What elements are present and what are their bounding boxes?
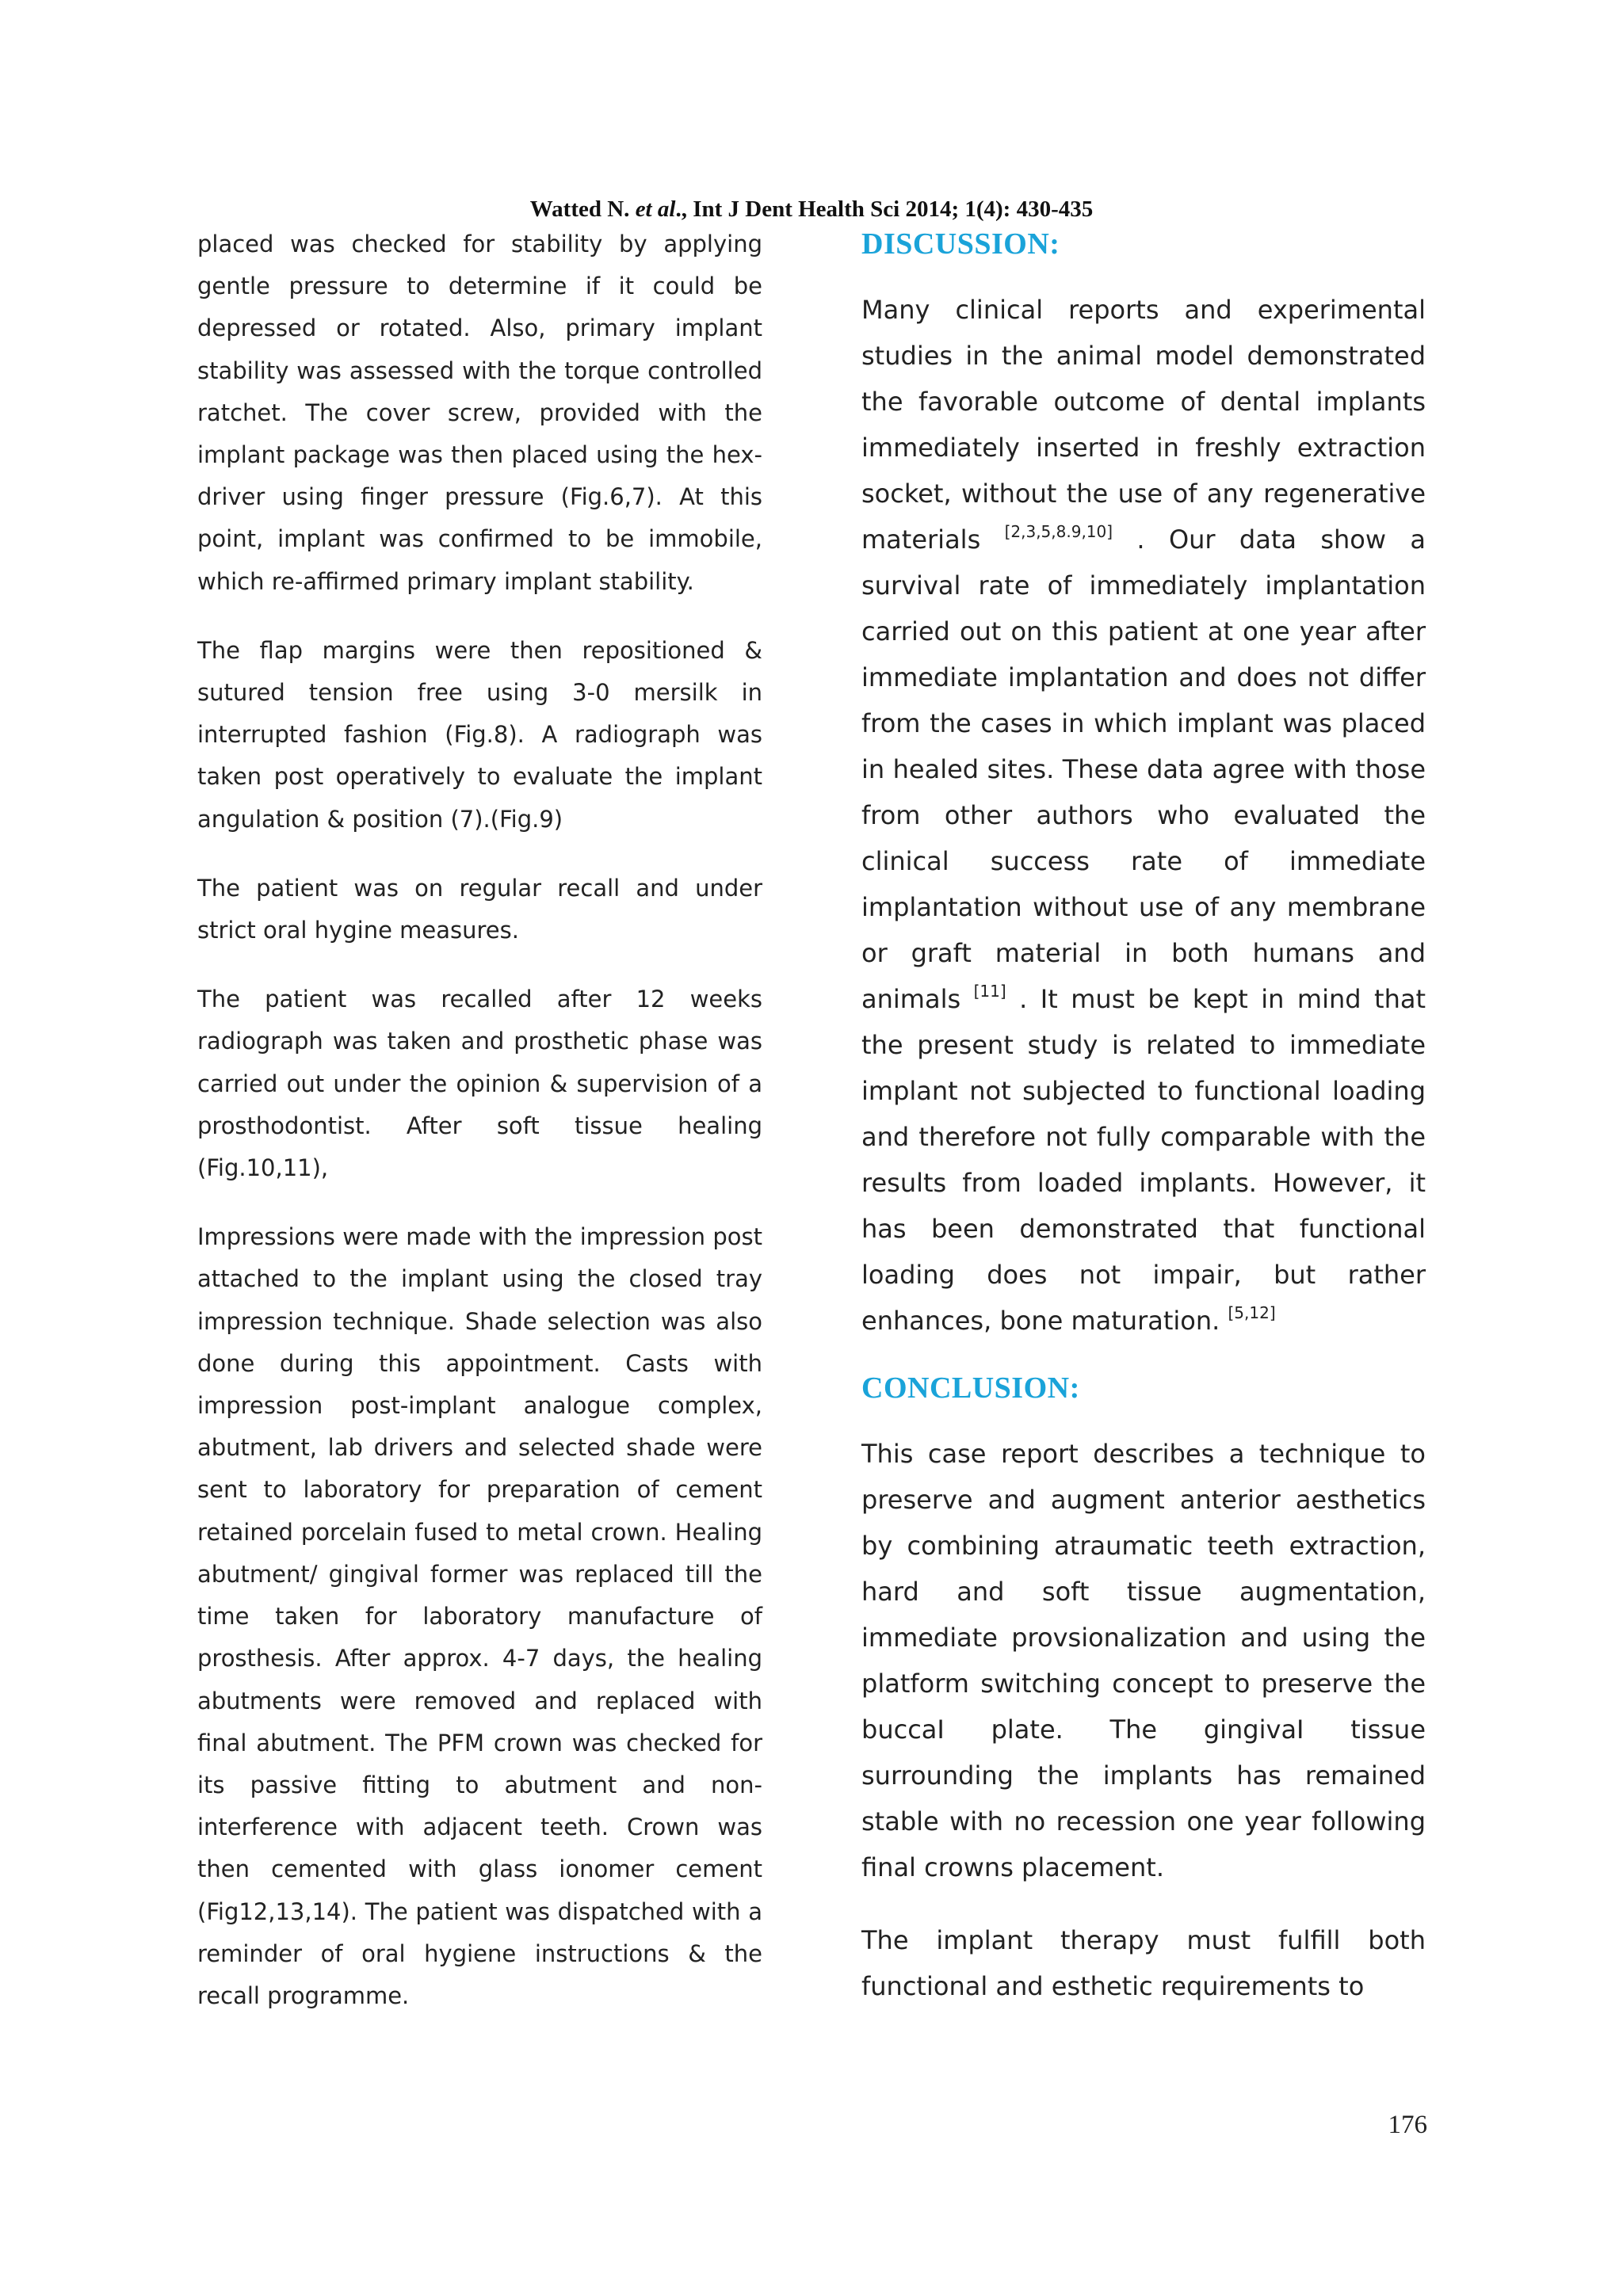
page-number: 176 xyxy=(1388,2111,1427,2139)
left-paragraph-3: The patient was on regular recall and under strict oral hygine measures. xyxy=(197,874,762,944)
discussion-text-a: Many clinical reports and experimental studies in the animal model demonstrated the favorable outcome of dental implants immediately inserted in freshly extraction socket, without the use of any regenerative materials xyxy=(861,295,1426,555)
header-authors: Watted N. xyxy=(529,196,630,222)
right-column xyxy=(861,223,1426,2009)
left-paragraph-4: The patient was recalled after 12 weeks radiograph was taken and prosthetic phase was carried out under the opinion & supervision of a prosthodontist. After soft tissue healing (Fig.10,11), xyxy=(197,986,762,1182)
left-paragraph-1: placed was checked for stability by applying gentle pressure to determine if it could be depressed or rotated. Also, primary implant stability was assessed with the torque controlled ratchet. The cover screw, provided with the implant package was then placed using the hex-driver using finger pressure (Fig.6,7). At this point, implant was confirmed to be immobile, which re-affirmed primary implant stability. xyxy=(197,231,762,595)
left-column xyxy=(197,223,762,2044)
conclusion-heading: CONCLUSION: xyxy=(861,1371,1080,1405)
discussion-paragraph xyxy=(861,287,1426,1344)
citation-ref-3: [5,12] xyxy=(1228,1303,1276,1322)
discussion-heading: DISCUSSION: xyxy=(861,227,1060,261)
discussion-text-c: . It must be kept in mind that the present study is related to immediate implant not subjected to functional loading and therefore not fully comparable with the results from loaded implants. However, it has been demonstrated that functional loading does not impair, but rather enhances, bone maturation. xyxy=(861,984,1426,1336)
conclusion-paragraph-2: The implant therapy must fulfill both functional and esthetic requirements to xyxy=(861,1925,1426,2001)
citation-ref-1: [2,3,5,8.9,10] xyxy=(1004,522,1113,541)
left-paragraph-2: The flap margins were then repositioned & sutured tension free using 3-0 mersilk in interrupted fashion (Fig.8). A radiograph was taken post operatively to evaluate the implant angulation & position (7).(Fig.9) xyxy=(197,636,762,833)
citation-ref-2: [11] xyxy=(973,982,1006,1001)
left-paragraph-5: Impressions were made with the impression post attached to the implant using the closed tray impression technique. Shade selection was also done during this appointment. Casts with impression post-implant analogue complex, abutment, lab drivers and selected shade were sent to laboratory for preparation of cement retained porcelain fused to metal crown. Healing abutment/ gingival former was replaced till the time taken for laboratory manufacture of prosthesis. After approx. 4-7 days, the healing abutments were removed and replaced with final abutment. The PFM crown was checked for its passive fitting to abutment and non-interference with adjacent teeth. Crown was then cemented with glass ionomer cement (Fig12,13,14). The patient was dispatched with a reminder of oral hygiene instructions & the recall programme. xyxy=(197,1223,762,2009)
discussion-text-b: . Our data show a survival rate of immediately implantation carried out on this patient at one year after immediate implantation and does not differ from the cases in which implant was placed in healed sites. These data agree with those from other authors who evaluated the clinical success rate of immediate implantation without use of any membrane or graft material in both humans and animals xyxy=(861,524,1426,1014)
running-header xyxy=(0,195,1623,223)
header-etal: et al xyxy=(635,196,676,222)
conclusion-paragraph-1: This case report describes a technique to preserve and augment anterior aesthetics by combining atraumatic teeth extraction, hard and soft tissue augmentation, immediate provsionalization and using the platform switching concept to preserve the buccaI plate. The gingivaI tissue surrounding the implants has remained stable with no recession one year following final crowns placement. xyxy=(861,1439,1426,1882)
header-citation: ., Int J Dent Health Sci 2014; 1(4): 430-435 xyxy=(675,196,1094,222)
